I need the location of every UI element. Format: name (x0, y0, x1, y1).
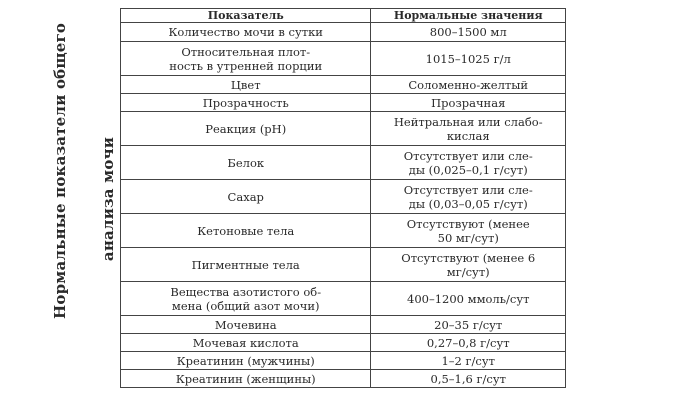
table-row (121, 42, 566, 76)
table-row (121, 23, 566, 42)
normal-value-cell: Отсутствует или сле- ды (0,025–0,1 г/сут) (371, 146, 566, 180)
indicator-cell: Сахар (121, 180, 371, 214)
urinalysis-norms-table (120, 8, 566, 388)
normal-value-cell: 400–1200 ммоль/сут (371, 282, 566, 316)
table-row (121, 370, 566, 388)
normal-value-cell: 0,27–0,8 г/сут (371, 334, 566, 352)
table-row (121, 214, 566, 248)
table-row (121, 352, 566, 370)
indicator-cell: Белок (121, 146, 371, 180)
header-indicator: Показатель (121, 9, 371, 23)
indicator-cell: Креатинин (женщины) (121, 370, 371, 388)
table-row (121, 316, 566, 334)
normal-value-cell: Нейтральная или слабо- кислая (371, 112, 566, 146)
table-row (121, 76, 566, 94)
side-title-line-1: Нормальные показатели общего (51, 22, 69, 319)
normal-value-cell: 1–2 г/сут (371, 352, 566, 370)
table-row (121, 112, 566, 146)
table-row (121, 248, 566, 282)
normal-value-cell: Отсутствуют (менее 6 мг/сут) (371, 248, 566, 282)
indicator-cell: Мочевая кислота (121, 334, 371, 352)
normal-value-cell: Отсутствует или сле- ды (0,03–0,05 г/сут) (371, 180, 566, 214)
indicator-cell: Кетоновые тела (121, 214, 371, 248)
table-row (121, 282, 566, 316)
table-row (121, 94, 566, 112)
indicator-cell: Пигментные тела (121, 248, 371, 282)
table-row (121, 146, 566, 180)
side-title-line-2: анализа мочи (99, 136, 117, 262)
indicator-cell: Прозрачность (121, 94, 371, 112)
indicator-cell: Креатинин (мужчины) (121, 352, 371, 370)
normal-value-cell: Прозрачная (371, 94, 566, 112)
normal-value-cell: Соломенно-желтый (371, 76, 566, 94)
normal-value-cell: 0,5–1,6 г/сут (371, 370, 566, 388)
normal-value-cell: 20–35 г/сут (371, 316, 566, 334)
table-row (121, 334, 566, 352)
table-header-row (121, 9, 566, 23)
indicator-cell: Цвет (121, 76, 371, 94)
indicator-cell: Вещества азотистого об- мена (общий азот мочи) (121, 282, 371, 316)
normal-value-cell: 1015–1025 г/л (371, 42, 566, 76)
normal-value-cell: 800–1500 мл (371, 23, 566, 42)
table-row (121, 180, 566, 214)
indicator-cell: Мочевина (121, 316, 371, 334)
table-body (121, 23, 566, 388)
indicator-cell: Относительная плот- ность в утренней порции (121, 42, 371, 76)
indicator-cell: Реакция (рН) (121, 112, 371, 146)
header-normal-values: Нормальные значения (371, 9, 566, 23)
indicator-cell: Количество мочи в сутки (121, 23, 371, 42)
normal-value-cell: Отсутствуют (менее 50 мг/сут) (371, 214, 566, 248)
